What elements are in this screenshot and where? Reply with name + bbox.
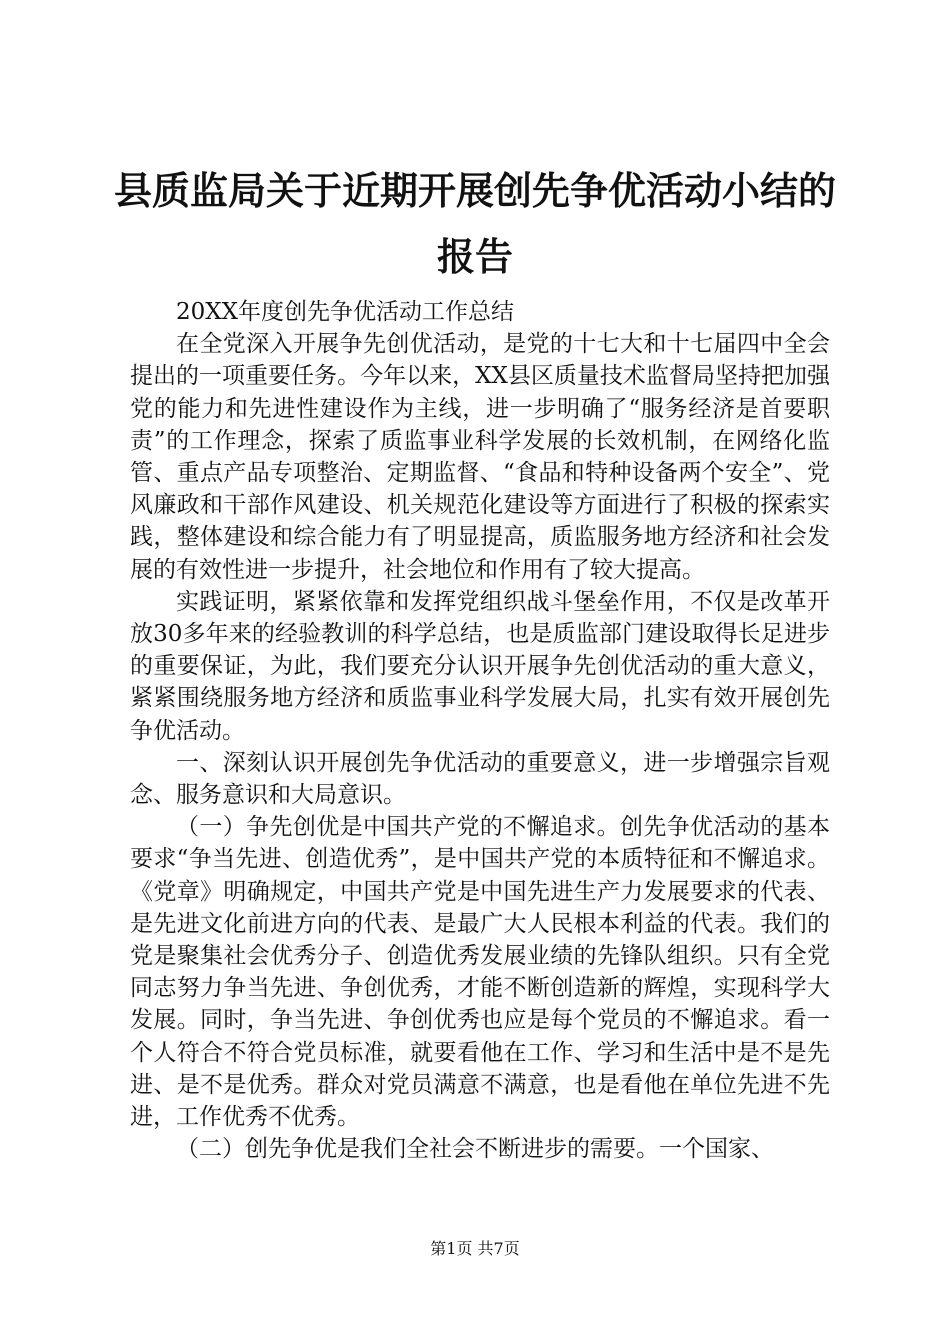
body-paragraph: 实践证明，紧紧依靠和发挥党组织战斗堡垒作用，不仅是改革开放30多年来的经验教训的科学总结，也是质监部门建设取得长足进步的重要保证，为此，我们要充分认识开展争先创优活动的重大意义，紧紧围绕服务地方经济和质监事业科学发展大局，扎实有效开展创先争优活动。 bbox=[130, 588, 830, 744]
body-paragraph: （一）争先创优是中国共产党的不懈追求。创先争优活动的基本要求“争当先进、创造优秀”，是中国共产党的本质特征和不懈追求。《党章》明确规定，中国共产党是中国先进生产力发展要求的代表、是先进文化前进方向的代表、是最广大人民根本利益的代表。我们的党是聚集社会优秀分子、创造优秀发展业绩的先锋队组织。只有全党同志努力争当先进、争创优秀，才能不断创造新的辉煌，实现科学大发展。同时，争当先进、争创优秀也应是每个党员的不懈追求。看一个人符合不符合党员标准，就要看他在工作、学习和生活中是不是先进、是不是优秀。群众对党员满意不满意，也是看他在单位先进不先进，工作优秀不优秀。 bbox=[130, 814, 830, 1131]
document-title: 县质监局关于近期开展创先争优活动小结的报告 bbox=[113, 169, 836, 279]
section-heading: 一、深刻认识开展创先争优活动的重要意义，进一步增强宗旨观念、服务意识和大局意识。 bbox=[130, 749, 830, 809]
document-body bbox=[130, 296, 830, 1165]
page-footer: 第1页 共7页 bbox=[430, 1239, 520, 1258]
body-paragraph: （二）创先争优是我们全社会不断进步的需要。一个国家、 bbox=[176, 1136, 774, 1163]
body-paragraph: 在全党深入开展争先创优活动，是党的十七大和十七届四中全会提出的一项重要任务。今年以来，XX县区质量技术监督局坚持把加强党的能力和先进性建设作为主线，进一步明确了“服务经济是首要职责”的工作理念，探索了质监事业科学发展的长效机制，在网络化监管、重点产品专项整治、定期监督、“食品和特种设备两个安全”、党风廉政和干部作风建设、机关规范化建设等方面进行了积极的探索实践，整体建设和综合能力有了明显提高，质监服务地方经济和社会发展的有效性进一步提升，社会地位和作用有了较大提高。 bbox=[130, 331, 830, 583]
subtitle-paragraph: 20XX年度创先争优活动工作总结 bbox=[176, 299, 515, 325]
